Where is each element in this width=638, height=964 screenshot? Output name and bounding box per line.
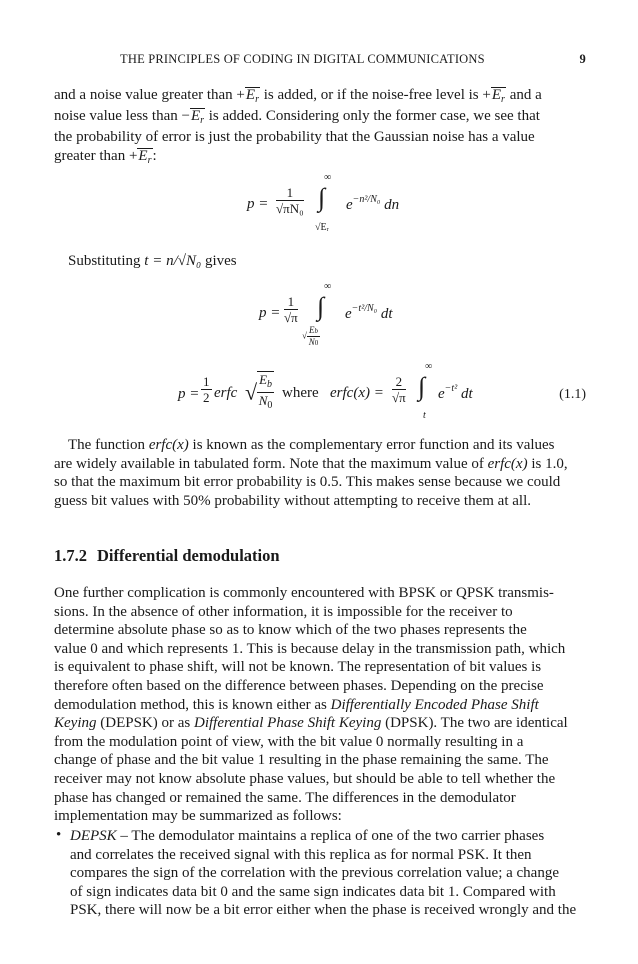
- paragraph-erfc: [54, 436, 586, 510]
- eq3-definition: erfc(x) =: [330, 385, 384, 401]
- eq3-lower-limit: t: [423, 410, 426, 421]
- text-line: noise value less than $-E_r$ is added. Considering only the former case, we see that: [54, 108, 540, 126]
- text-line: One further complication is commonly encountered with BPSK or QPSK transmis-: [54, 585, 554, 601]
- text-line: implementation may be summarized as follows:: [54, 808, 342, 825]
- text-line: demodulation method, this is known either as Differentially Encoded Phase Shift: [54, 696, 539, 713]
- eq2-lhs: p =: [259, 305, 281, 321]
- text-line: so that the maximum bit error probability is 0.5. This makes sense because we could: [54, 474, 561, 491]
- eq3-lhs: p =: [178, 386, 200, 402]
- bullet-text: [70, 827, 586, 920]
- text-line: value 0 and which represents 1. This is because delay in the transmission path, which: [54, 640, 566, 657]
- eq2-fraction: $\frac{1}{√\pi}$: [284, 294, 298, 325]
- eq3-where: where: [282, 385, 319, 401]
- eq1-lower-limit: √Eᵣ: [315, 222, 329, 233]
- text-line: change of phase and the bit value 1 resulting in the phase remaining the same. The: [54, 752, 549, 769]
- text-line: of sign indicates data bit 0 and the same sign indicates data bit 1. Compared with: [70, 883, 556, 900]
- text-line: the probability of error is just the probability that the Gaussian noise has a value: [54, 129, 535, 145]
- running-title: THE PRINCIPLES OF CODING IN DIGITAL COMMUNICATIONS: [120, 52, 485, 66]
- text-line: compares the sign of the correlation with the previous correlation value; a change: [70, 865, 559, 882]
- text-line: therefore often based on the difference between phases. Depending on the precise: [54, 677, 544, 694]
- eq1-integrand: $e^{-n^2/N_0}$ dn: [346, 194, 400, 213]
- eq3-upper-limit: ∞: [425, 361, 433, 372]
- text-line: guess bit values with 50% probability without attempting to receive them at all.: [54, 492, 531, 509]
- substitution-line: Substituting t = n/√N₀ gives: [68, 253, 237, 269]
- text-line: and a noise value greater than $+E_r$ is added, or if the noise-free level is $+E_r$ and a: [54, 87, 542, 105]
- text-line: and correlates the received signal with this replica as for normal PSK. It then: [70, 846, 532, 863]
- text-line: receiver may not know absolute phase values, but should be able to tell whether the: [54, 770, 556, 787]
- eq3-half: $\frac{1}{2}$: [203, 374, 210, 405]
- page-number: 9: [579, 52, 586, 66]
- eq2-upper-limit: ∞: [324, 281, 332, 292]
- text-line: is equivalent to phase shift, will not be known. The representation of bit values is: [54, 659, 542, 676]
- section-number: 1.7.2: [54, 546, 87, 565]
- eq2-lower-limit: √ $\frac{Eb}{N0}$: [302, 325, 319, 347]
- eq3-fraction: $\frac{2}{√\pi}$: [392, 374, 406, 405]
- text-line: are widely available in tabulated form. Note that the maximum value of erfc(x) is 1.0,: [54, 455, 568, 472]
- eq1-integral-sign: ∫: [318, 183, 326, 212]
- paragraph-differential: [54, 584, 586, 826]
- eq1-fraction: $\frac{1}{\text{√πN₀}}$: [276, 185, 304, 216]
- text-line: from the modulation point of view, with the bit value 0 normally resulting in a: [54, 733, 524, 750]
- text-line: The function erfc(x) is known as the complementary error function and its values: [68, 437, 555, 453]
- eq2-integrand: $e^{-t^2/N_0}$ dt: [345, 303, 393, 322]
- eq3-integral-sign: ∫: [418, 372, 426, 401]
- text-line: Keying (DEPSK) or as Differential Phase Shift Keying (DPSK). The two are identical: [54, 715, 568, 732]
- text-line: determine absolute phase so as to know which of the two phases represents the: [54, 622, 527, 639]
- eq3-integrand: $e^{-t^2}$ dt: [438, 383, 473, 402]
- text-line: greater than $+E_r$:: [54, 147, 157, 166]
- text-line: PSK, there will now be a bit error either when the phase is received wrongly and the: [70, 902, 577, 919]
- section-title: Differential demodulation: [97, 546, 280, 565]
- eq1-lhs: p =: [247, 196, 269, 212]
- text-line: sions. In the absence of other information, it is impossible for the receiver to: [54, 603, 513, 620]
- text-line: phase has changed or remained the same. The differences in the demodulator: [54, 789, 516, 806]
- eq3-sqrt-ratio: √ $\frac{E_b}{N_0}$: [245, 371, 274, 414]
- paragraph-intro: [54, 86, 586, 168]
- eq3-erfc: erfc: [214, 385, 238, 401]
- eq1-upper-limit: ∞: [324, 172, 332, 183]
- equation-number: (1.1): [559, 387, 586, 402]
- text-line: DEPSK – The demodulator maintains a replica of one of the two carrier phases: [70, 828, 545, 844]
- section-heading: [54, 546, 280, 566]
- bullet-marker: •: [56, 827, 62, 843]
- eq2-integral-sign: ∫: [317, 292, 325, 321]
